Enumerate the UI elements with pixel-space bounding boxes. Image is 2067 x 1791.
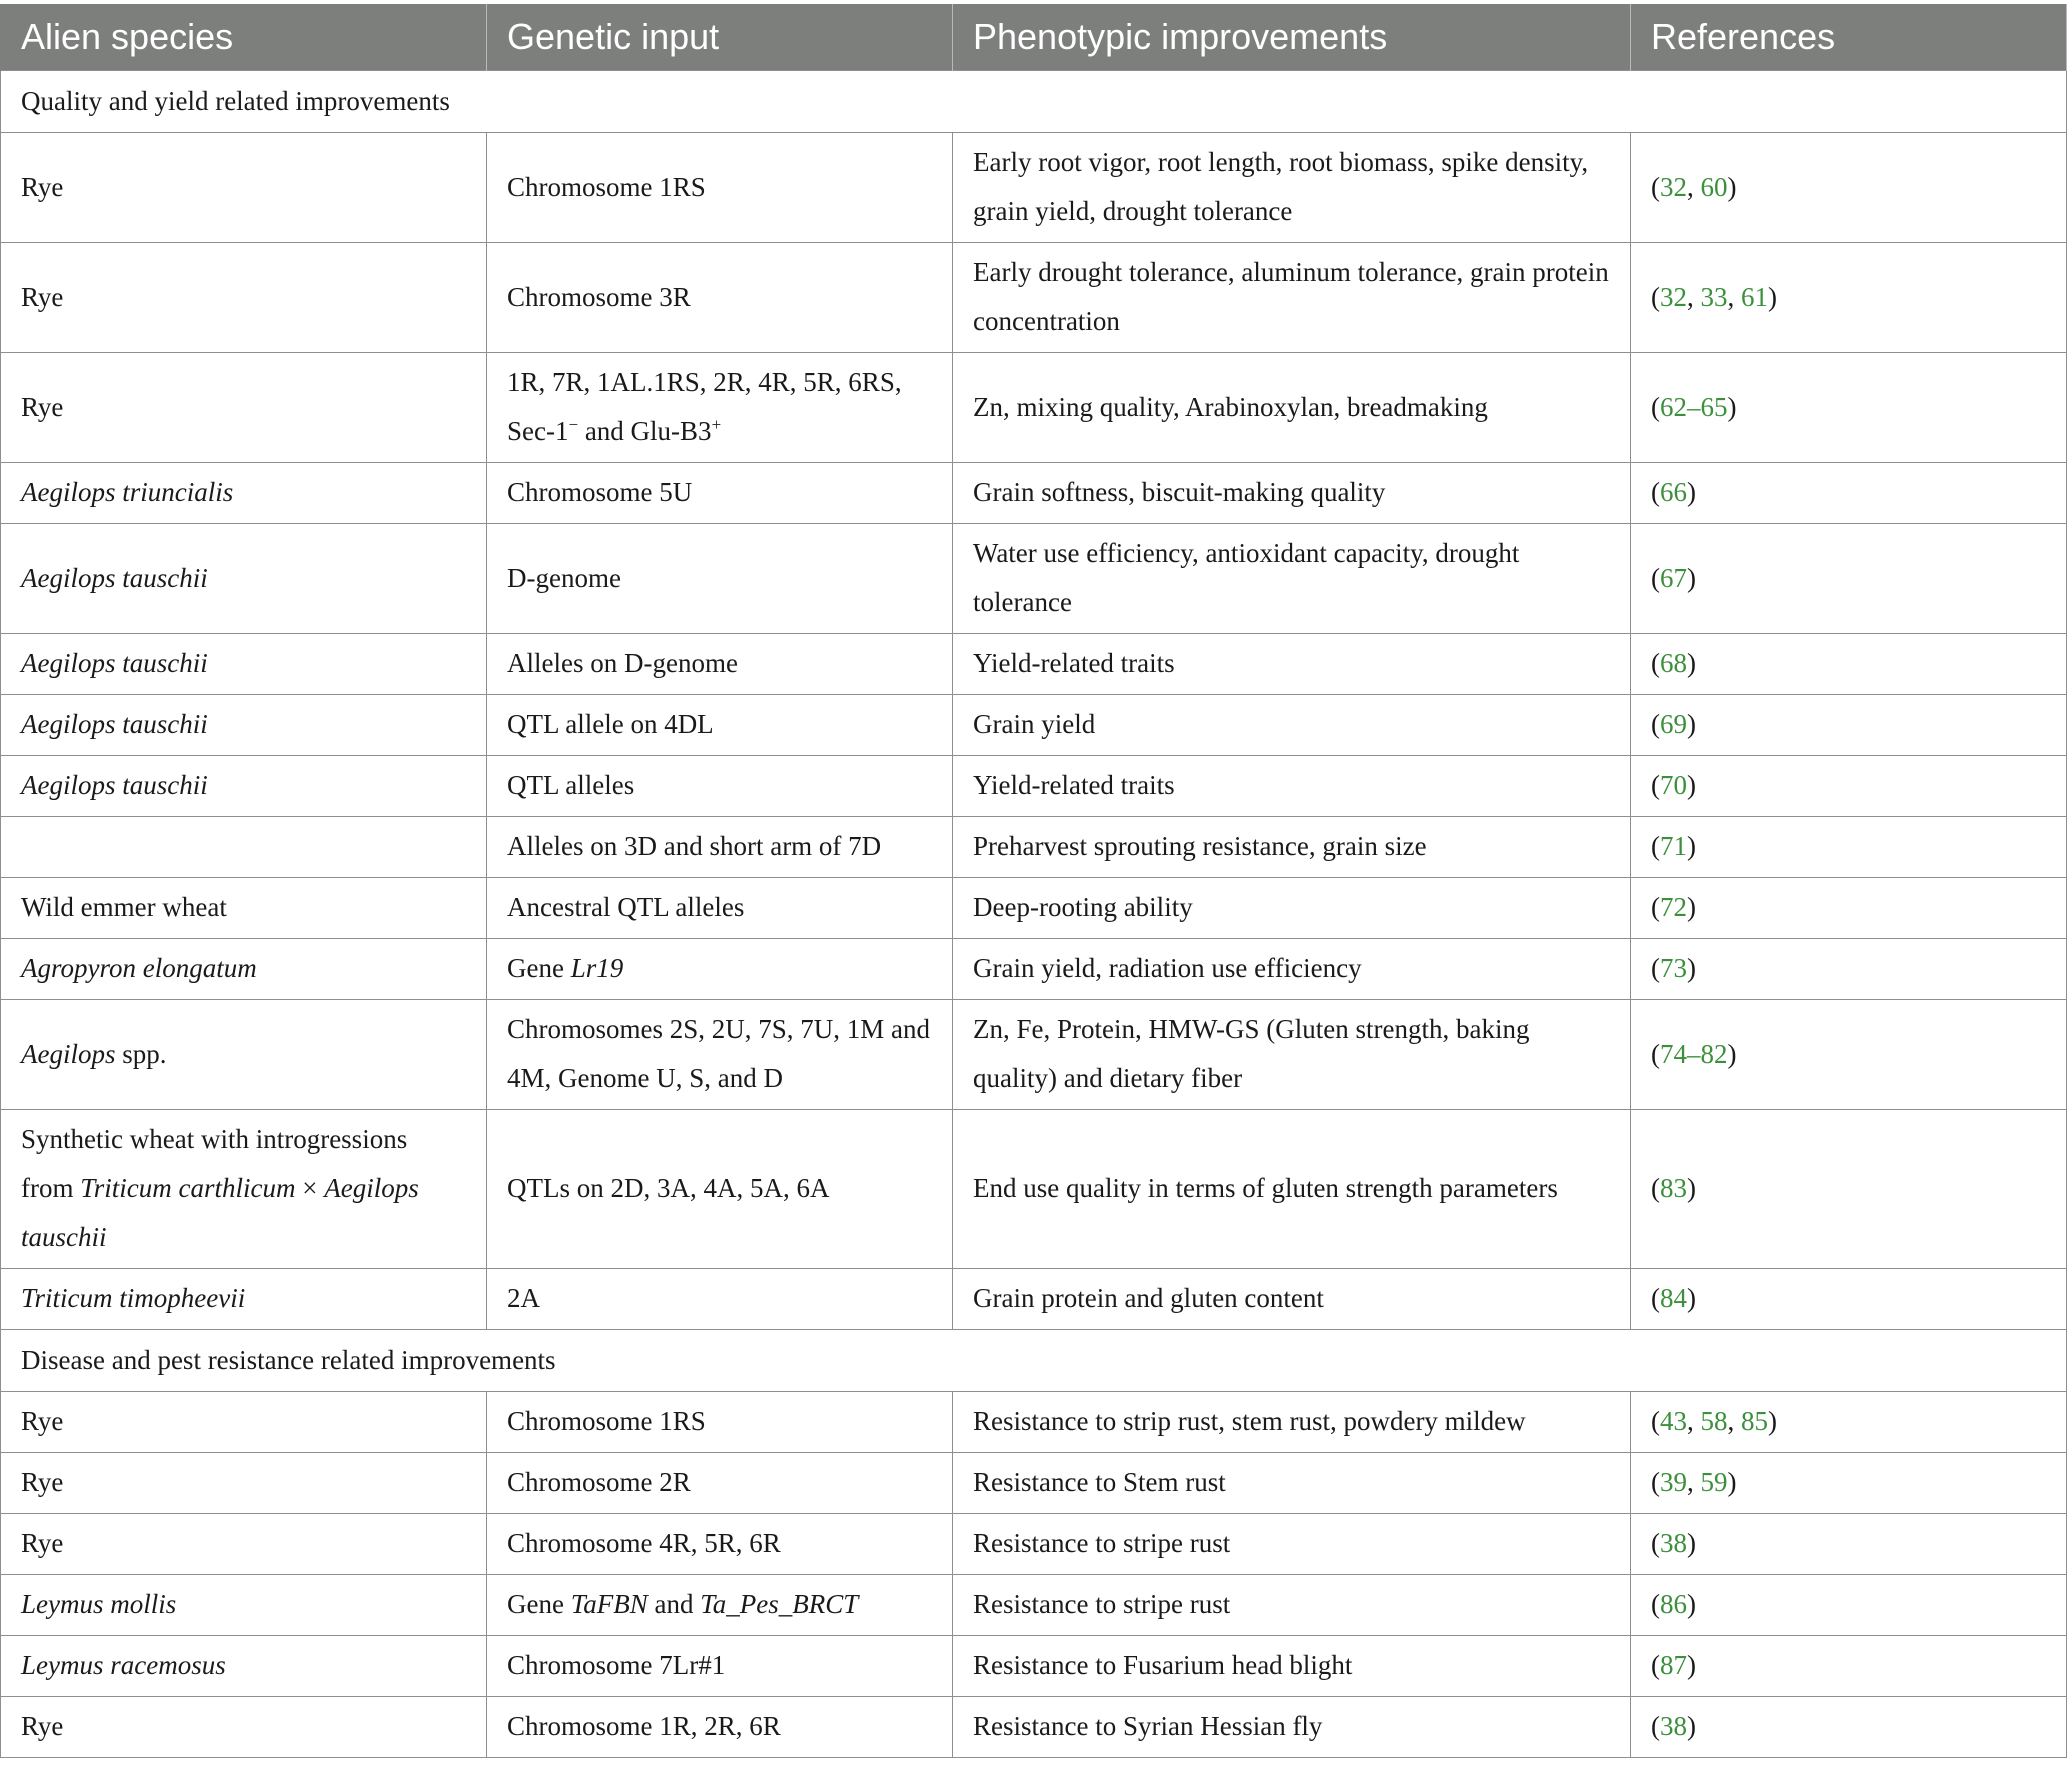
ref-link[interactable]: 83: [1660, 1173, 1687, 1203]
cell-improvement: Resistance to strip rust, stem rust, powdery mildew: [953, 1392, 1631, 1453]
header-phenotypic-improvements: Phenotypic improvements: [953, 4, 1631, 71]
cell-improvement: Yield-related traits: [953, 634, 1631, 695]
ref-link[interactable]: 69: [1660, 709, 1687, 739]
cell-improvement: Grain yield: [953, 695, 1631, 756]
ref-link[interactable]: 84: [1660, 1283, 1687, 1313]
table-row: [1, 695, 2067, 756]
cell-improvement: Resistance to stripe rust: [953, 1514, 1631, 1575]
cell-species: Wild emmer wheat: [1, 878, 487, 939]
ref-link[interactable]: 86: [1660, 1589, 1687, 1619]
header-row: [1, 4, 2067, 71]
cell-improvement: Grain yield, radiation use efficiency: [953, 939, 1631, 1000]
section-header-row: [1, 1330, 2067, 1392]
cell-genetic-input: 1R, 7R, 1AL.1RS, 2R, 4R, 5R, 6RS, Sec-1− and Glu-B3+: [487, 353, 953, 463]
header-references: References: [1631, 4, 2067, 71]
table-row: [1, 1514, 2067, 1575]
cell-genetic-input: QTLs on 2D, 3A, 4A, 5A, 6A: [487, 1110, 953, 1269]
cell-species: Agropyron elongatum: [1, 939, 487, 1000]
cell-references: (66): [1631, 463, 2067, 524]
cell-genetic-input: Chromosome 3R: [487, 243, 953, 353]
cell-references: (38): [1631, 1514, 2067, 1575]
cell-species: Synthetic wheat with introgressions from Triticum carthlicum × Aegilops tauschii: [1, 1110, 487, 1269]
header-genetic-input: Genetic input: [487, 4, 953, 71]
cell-improvement: Early root vigor, root length, root biomass, spike density, grain yield, drought tolerance: [953, 133, 1631, 243]
ref-link[interactable]: 39: [1660, 1467, 1687, 1497]
cell-improvement: Resistance to Syrian Hessian fly: [953, 1697, 1631, 1758]
cell-genetic-input: QTL allele on 4DL: [487, 695, 953, 756]
cell-references: (67): [1631, 524, 2067, 634]
cell-species: Rye: [1, 133, 487, 243]
ref-link[interactable]: 85: [1741, 1406, 1768, 1436]
cell-references: (68): [1631, 634, 2067, 695]
table-row: [1, 1392, 2067, 1453]
ref-link[interactable]: 72: [1660, 892, 1687, 922]
cell-improvement: Preharvest sprouting resistance, grain size: [953, 817, 1631, 878]
cell-genetic-input: Chromosome 2R: [487, 1453, 953, 1514]
ref-link[interactable]: 87: [1660, 1650, 1687, 1680]
cell-improvement: Grain protein and gluten content: [953, 1269, 1631, 1330]
cell-genetic-input: Gene Lr19: [487, 939, 953, 1000]
cell-species: Rye: [1, 1392, 487, 1453]
ref-link[interactable]: 32: [1660, 281, 1687, 312]
cell-genetic-input: QTL alleles: [487, 756, 953, 817]
cell-species: Rye: [1, 243, 487, 353]
cell-references: (83): [1631, 1110, 2067, 1269]
table-row: [1, 1453, 2067, 1514]
ref-link[interactable]: 38: [1660, 1711, 1687, 1741]
ref-link[interactable]: 74–82: [1660, 1038, 1728, 1069]
cell-improvement: Deep-rooting ability: [953, 878, 1631, 939]
cell-references: (74–82): [1631, 1000, 2067, 1110]
header-alien-species: Alien species: [1, 4, 487, 71]
table-row: [1, 939, 2067, 1000]
section-title: Quality and yield related improvements: [1, 71, 2067, 133]
table-row: [1, 634, 2067, 695]
cell-references: (62–65): [1631, 353, 2067, 463]
cell-species: Rye: [1, 1697, 487, 1758]
ref-link[interactable]: 67: [1660, 562, 1687, 593]
cell-genetic-input: Alleles on 3D and short arm of 7D: [487, 817, 953, 878]
ref-link[interactable]: 59: [1700, 1467, 1728, 1497]
cell-genetic-input: Chromosomes 2S, 2U, 7S, 7U, 1M and 4M, Genome U, S, and D: [487, 1000, 953, 1110]
ref-link[interactable]: 58: [1700, 1406, 1728, 1436]
cell-improvement: Yield-related traits: [953, 756, 1631, 817]
cell-references: (72): [1631, 878, 2067, 939]
cell-genetic-input: Ancestral QTL alleles: [487, 878, 953, 939]
alien-introgression-table: [0, 4, 2067, 1758]
table-row: [1, 133, 2067, 243]
cell-genetic-input: Chromosome 1RS: [487, 1392, 953, 1453]
cell-species: Triticum timopheevii: [1, 1269, 487, 1330]
cell-references: (39, 59): [1631, 1453, 2067, 1514]
cell-improvement: Resistance to Fusarium head blight: [953, 1636, 1631, 1697]
cell-references: (69): [1631, 695, 2067, 756]
table-row: [1, 463, 2067, 524]
ref-link[interactable]: 71: [1660, 831, 1687, 861]
cell-species: [1, 817, 487, 878]
cell-genetic-input: Chromosome 7Lr#1: [487, 1636, 953, 1697]
cell-species: Rye: [1, 353, 487, 463]
table-row: [1, 353, 2067, 463]
cell-references: (84): [1631, 1269, 2067, 1330]
ref-link[interactable]: 33: [1700, 281, 1728, 312]
table-row: [1, 1636, 2067, 1697]
cell-species: Aegilops tauschii: [1, 634, 487, 695]
cell-improvement: Grain softness, biscuit-making quality: [953, 463, 1631, 524]
cell-improvement: Zn, Fe, Protein, HMW-GS (Gluten strength, baking quality) and dietary fiber: [953, 1000, 1631, 1110]
cell-genetic-input: Chromosome 1RS: [487, 133, 953, 243]
cell-genetic-input: D-genome: [487, 524, 953, 634]
ref-link[interactable]: 43: [1660, 1406, 1687, 1436]
ref-link[interactable]: 61: [1741, 281, 1768, 312]
ref-link[interactable]: 32: [1660, 171, 1687, 202]
cell-genetic-input: Gene TaFBN and Ta_Pes_BRCT: [487, 1575, 953, 1636]
ref-link[interactable]: 68: [1660, 648, 1687, 678]
ref-link[interactable]: 70: [1660, 770, 1687, 800]
cell-species: Aegilops tauschii: [1, 695, 487, 756]
cell-references: (43, 58, 85): [1631, 1392, 2067, 1453]
ref-link[interactable]: 73: [1660, 953, 1687, 983]
cell-improvement: End use quality in terms of gluten strength parameters: [953, 1110, 1631, 1269]
cell-species: Aegilops spp.: [1, 1000, 487, 1110]
cell-improvement: Resistance to Stem rust: [953, 1453, 1631, 1514]
cell-species: Rye: [1, 1453, 487, 1514]
cell-references: (73): [1631, 939, 2067, 1000]
cell-references: (32, 33, 61): [1631, 243, 2067, 353]
table-row: [1, 1697, 2067, 1758]
cell-species: Leymus mollis: [1, 1575, 487, 1636]
cell-references: (38): [1631, 1697, 2067, 1758]
section-header-row: [1, 71, 2067, 133]
ref-link[interactable]: 38: [1660, 1528, 1687, 1558]
cell-species: Aegilops tauschii: [1, 756, 487, 817]
table-row: [1, 1000, 2067, 1110]
table-row: [1, 756, 2067, 817]
table-row: [1, 1110, 2067, 1269]
table-row: [1, 1575, 2067, 1636]
cell-references: (71): [1631, 817, 2067, 878]
cell-genetic-input: Chromosome 5U: [487, 463, 953, 524]
cell-species: Aegilops triuncialis: [1, 463, 487, 524]
ref-link[interactable]: 62–65: [1660, 391, 1728, 422]
section-title: Disease and pest resistance related improvements: [1, 1330, 2067, 1392]
cell-species: Aegilops tauschii: [1, 524, 487, 634]
cell-species: Leymus racemosus: [1, 1636, 487, 1697]
cell-improvement: Water use efficiency, antioxidant capacity, drought tolerance: [953, 524, 1631, 634]
cell-improvement: Early drought tolerance, aluminum tolerance, grain protein concentration: [953, 243, 1631, 353]
table-row: [1, 1269, 2067, 1330]
ref-link[interactable]: 66: [1660, 477, 1687, 507]
table-row: [1, 817, 2067, 878]
cell-references: (86): [1631, 1575, 2067, 1636]
cell-improvement: Zn, mixing quality, Arabinoxylan, breadmaking: [953, 353, 1631, 463]
cell-genetic-input: Chromosome 1R, 2R, 6R: [487, 1697, 953, 1758]
ref-link[interactable]: 60: [1700, 171, 1728, 202]
table-row: [1, 243, 2067, 353]
cell-genetic-input: Chromosome 4R, 5R, 6R: [487, 1514, 953, 1575]
cell-references: (70): [1631, 756, 2067, 817]
cell-improvement: Resistance to stripe rust: [953, 1575, 1631, 1636]
cell-genetic-input: 2A: [487, 1269, 953, 1330]
cell-references: (32, 60): [1631, 133, 2067, 243]
cell-references: (87): [1631, 1636, 2067, 1697]
table-row: [1, 878, 2067, 939]
table-row: [1, 524, 2067, 634]
cell-genetic-input: Alleles on D-genome: [487, 634, 953, 695]
cell-species: Rye: [1, 1514, 487, 1575]
